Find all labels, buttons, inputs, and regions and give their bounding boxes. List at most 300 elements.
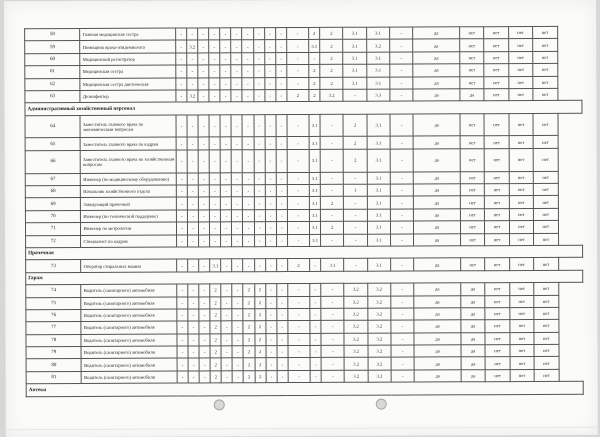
table-cell: - xyxy=(321,333,344,345)
table-cell: нет xyxy=(508,26,532,38)
table-cell: нет xyxy=(533,76,557,88)
table-cell: нет xyxy=(484,76,508,88)
table-cell: нет xyxy=(485,221,509,233)
position-name: Дезинфектор xyxy=(80,90,175,103)
table-cell: - xyxy=(242,40,253,52)
table-cell: 2 xyxy=(344,149,367,172)
table-cell: - xyxy=(209,40,220,52)
table-cell: нет xyxy=(508,64,532,76)
table-cell: - xyxy=(321,308,344,320)
table-cell: нет xyxy=(508,39,532,51)
table-cell: - xyxy=(253,65,264,77)
table-cell: - xyxy=(265,209,276,221)
table-cell: - xyxy=(220,53,231,65)
table-cell: - xyxy=(310,345,321,357)
table-cell: - xyxy=(243,222,254,234)
table-cell: - xyxy=(254,197,265,209)
table-cell: 2 xyxy=(320,64,343,76)
table-cell: - xyxy=(232,346,243,358)
table-cell: 2 xyxy=(210,371,221,383)
table-cell: - xyxy=(287,197,309,209)
table-cell: - xyxy=(277,308,288,320)
table-cell: - xyxy=(310,321,321,333)
table-cell: 3.1 xyxy=(309,172,320,184)
position-name: Специалист по кадрам xyxy=(81,235,176,248)
table-cell: - xyxy=(231,65,242,77)
table-cell: - xyxy=(232,197,243,209)
table-cell: - xyxy=(198,150,209,173)
table-cell: - xyxy=(209,53,220,65)
table-cell: - xyxy=(264,52,275,64)
table-cell: - xyxy=(320,184,343,196)
table-cell: 3.2 xyxy=(366,39,389,51)
table-cell: - xyxy=(265,172,276,184)
table-cell: - xyxy=(253,40,264,52)
table-cell: - xyxy=(277,370,288,382)
table-cell: - xyxy=(276,185,287,197)
table-cell: нет xyxy=(485,369,509,381)
table-cell: нет xyxy=(533,26,557,38)
row-number: 72 xyxy=(26,235,82,248)
table-cell: - xyxy=(209,150,220,173)
table-cell: 2 xyxy=(210,296,221,308)
table-cell: - xyxy=(321,209,344,221)
table-cell: - xyxy=(264,28,275,40)
table-cell: - xyxy=(232,234,243,246)
table-cell: нет xyxy=(484,39,508,51)
table-cell: - xyxy=(277,346,288,358)
table-cell: - xyxy=(176,222,187,234)
table-cell: - xyxy=(209,77,220,89)
table-cell: - xyxy=(220,150,231,173)
table-cell: - xyxy=(221,321,232,333)
table-cell: 2 xyxy=(254,309,265,321)
section-title: Прачечная xyxy=(26,245,583,260)
table-cell: - xyxy=(231,137,242,149)
table-cell: - xyxy=(221,185,232,197)
table-cell: нет xyxy=(534,320,558,332)
table-cell: - xyxy=(276,197,287,209)
row-number: 64 xyxy=(25,115,81,138)
row-number: 73 xyxy=(26,260,82,273)
position-name: Водитель (санитарного) автомобиля xyxy=(81,321,176,334)
table-cell: - xyxy=(310,284,321,296)
table-cell: 3.2 xyxy=(368,370,391,382)
table-cell: нет xyxy=(484,136,508,148)
table-cell: - xyxy=(390,39,413,51)
table-cell: - xyxy=(243,185,254,197)
table-cell: - xyxy=(321,321,344,333)
table-cell: - xyxy=(176,53,187,65)
table-cell: - xyxy=(187,137,198,149)
table-cell: 2 xyxy=(243,309,254,321)
table-cell: - xyxy=(253,28,264,40)
table-cell: - xyxy=(176,150,187,173)
table-cell: - xyxy=(320,114,343,137)
table-cell: нет xyxy=(460,113,485,136)
table-cell: 3.2 xyxy=(367,296,390,308)
table-cell: нет xyxy=(485,320,509,332)
table-cell: - xyxy=(177,358,188,370)
table-cell: 2 xyxy=(254,284,265,296)
table-cell: - xyxy=(243,150,254,173)
table-cell: нет xyxy=(460,39,484,51)
table-cell: нет xyxy=(484,148,509,171)
table-cell: нет xyxy=(533,51,557,63)
table-cell: 3.1 xyxy=(309,209,320,221)
table-cell: - xyxy=(276,65,287,77)
table-cell: нет xyxy=(485,357,509,369)
table-cell: нет xyxy=(534,221,558,233)
table-cell: 3.2 xyxy=(344,308,367,320)
table-cell: - xyxy=(254,209,265,221)
table-cell: да xyxy=(461,308,485,320)
table-cell: 2 xyxy=(309,27,320,39)
table-cell: 3.2 xyxy=(344,345,367,357)
table-cell: - xyxy=(391,308,414,320)
table-cell: 2 xyxy=(254,296,265,308)
table-cell: нет xyxy=(485,233,509,245)
table-cell: нет xyxy=(485,208,509,220)
table-cell: - xyxy=(209,115,220,138)
table-cell: 3.1 xyxy=(367,258,390,270)
table-cell: - xyxy=(265,149,276,172)
table-cell: - xyxy=(243,259,254,271)
table-cell: - xyxy=(187,185,198,197)
table-cell: 3.2 xyxy=(367,283,390,295)
table-cell: 2 xyxy=(309,89,320,101)
table-cell: нет xyxy=(533,196,557,208)
table-cell: - xyxy=(254,259,265,271)
table-row xyxy=(25,113,582,138)
table-cell: - xyxy=(198,77,209,89)
table-cell: - xyxy=(390,136,413,148)
table-cell: да xyxy=(413,149,460,172)
table-cell: 2 xyxy=(254,321,265,333)
table-cell: - xyxy=(265,185,276,197)
table-cell: 3.1 xyxy=(366,27,389,39)
table-cell: - xyxy=(320,149,343,172)
position-name: Помощник врача-эпидемиолога xyxy=(80,40,175,53)
table-cell: 2 xyxy=(210,346,221,358)
table-cell: нет xyxy=(509,233,533,245)
table-cell: - xyxy=(220,115,231,138)
table-cell: нет xyxy=(484,113,509,136)
table-cell: - xyxy=(253,52,264,64)
table-cell: - xyxy=(187,197,198,209)
table-cell: - xyxy=(187,173,198,185)
table-cell: нет xyxy=(484,27,508,39)
table-cell: - xyxy=(199,334,210,346)
table-cell: - xyxy=(321,370,344,382)
row-number: 75 xyxy=(26,297,82,310)
row-number: 69 xyxy=(25,198,81,211)
table-cell: - xyxy=(210,197,221,209)
table-cell: - xyxy=(187,222,198,234)
table-cell: нет xyxy=(509,221,533,233)
table-cell: - xyxy=(232,371,243,383)
table-cell: нет xyxy=(460,149,485,172)
table-cell: 3.2 xyxy=(344,283,367,295)
table-cell: - xyxy=(391,320,414,332)
table-cell: - xyxy=(287,114,309,137)
table-cell: - xyxy=(231,77,242,89)
table-cell: да xyxy=(414,221,461,234)
table-cell: нет xyxy=(510,357,534,369)
table-cell: - xyxy=(277,333,288,345)
table-cell: - xyxy=(176,210,187,222)
table-cell: - xyxy=(276,222,287,234)
row-number: 81 xyxy=(26,371,82,384)
table-cell: - xyxy=(199,371,210,383)
table-cell: 3.2 xyxy=(368,333,391,345)
table-cell: да xyxy=(460,89,484,101)
table-cell: - xyxy=(210,234,221,246)
table-cell: 2 xyxy=(309,65,320,77)
table-cell: - xyxy=(221,259,232,271)
table-cell: 2 xyxy=(320,52,343,64)
table-row xyxy=(25,148,582,173)
table-cell: нет xyxy=(485,307,509,319)
table-cell: нет xyxy=(510,307,534,319)
table-cell: нет xyxy=(509,136,533,148)
table-cell: 2 xyxy=(210,284,221,296)
table-cell: - xyxy=(220,65,231,77)
table-cell: нет xyxy=(509,171,533,183)
table-cell: - xyxy=(187,65,198,77)
table-cell: 3.1 xyxy=(367,234,390,246)
table-cell: 3.1 xyxy=(367,221,390,233)
table-cell: - xyxy=(265,296,276,308)
table-cell: нет xyxy=(509,76,533,88)
table-cell: нет xyxy=(533,88,557,100)
table-cell: да xyxy=(413,89,460,102)
table-cell: 2 xyxy=(320,40,343,52)
section-title: Административный хозяйственный персонал xyxy=(25,101,582,116)
table-cell: 2 xyxy=(287,89,309,101)
table-cell: 3.2 xyxy=(187,40,198,52)
table-cell: - xyxy=(344,197,367,209)
table-cell: да xyxy=(413,114,460,137)
position-name: Оператор стиральных машин xyxy=(81,259,176,272)
table-cell: - xyxy=(266,321,277,333)
position-name: Начальник хозяйственного отдела xyxy=(81,185,176,198)
table-cell: - xyxy=(232,321,243,333)
table-cell: - xyxy=(321,283,344,295)
table-cell: - xyxy=(176,65,187,77)
table-cell: - xyxy=(176,115,187,138)
table-cell: - xyxy=(231,90,242,102)
table-cell: нет xyxy=(533,39,557,51)
table-cell: - xyxy=(232,358,243,370)
position-name: Инженер по метрологии xyxy=(81,222,176,235)
table-cell: - xyxy=(198,137,209,149)
table-cell: 3.1 xyxy=(310,234,321,246)
table-cell: - xyxy=(287,137,309,149)
table-cell: нет xyxy=(485,258,509,270)
table-cell: - xyxy=(321,358,344,370)
table-cell: - xyxy=(288,358,310,370)
table-cell: - xyxy=(198,65,209,77)
workplace-assessment-table xyxy=(24,26,584,397)
table-cell: - xyxy=(391,296,414,308)
table-cell: - xyxy=(264,77,275,89)
table-cell: 3.1 xyxy=(366,52,389,64)
table-cell: - xyxy=(287,52,309,64)
position-name: Водитель (санитарного) автомобиля xyxy=(81,346,176,359)
table-cell: - xyxy=(276,234,287,246)
table-cell: - xyxy=(209,90,220,102)
table-cell: 2 xyxy=(320,197,343,209)
table-cell: да xyxy=(414,258,461,271)
table-cell: нет xyxy=(485,332,509,344)
table-cell: нет xyxy=(509,148,534,171)
table-cell: - xyxy=(188,284,199,296)
table-cell: - xyxy=(176,173,187,185)
table-cell: нет xyxy=(510,345,534,357)
table-cell: - xyxy=(390,196,413,208)
table-cell: - xyxy=(391,370,414,382)
table-cell: 3.1 xyxy=(309,184,320,196)
table-cell: - xyxy=(310,308,321,320)
table-cell: - xyxy=(310,296,321,308)
position-name: Водитель (санитарного) автомобиля xyxy=(81,334,176,347)
table-cell: нет xyxy=(534,344,558,356)
table-cell: нет xyxy=(461,258,485,270)
row-number: 58 xyxy=(25,28,81,41)
table-cell: - xyxy=(287,77,309,89)
position-name: Главная медицинская сестра xyxy=(80,28,175,41)
table-cell: - xyxy=(199,234,210,246)
table-cell: 2 xyxy=(320,27,343,39)
table-cell: да xyxy=(414,209,461,222)
table-cell: - xyxy=(187,28,198,40)
table-cell: - xyxy=(177,346,188,358)
table-cell: - xyxy=(287,234,309,246)
table-cell: нет xyxy=(508,51,532,63)
table-cell: - xyxy=(265,197,276,209)
position-name: Водитель (санитарного) автомобиля xyxy=(81,284,176,297)
table-cell: - xyxy=(275,52,286,64)
table-cell: - xyxy=(254,234,265,246)
table-cell: - xyxy=(391,357,414,369)
table-cell: - xyxy=(390,209,413,221)
table-cell: - xyxy=(242,65,253,77)
table-cell: - xyxy=(390,149,413,172)
table-cell: - xyxy=(177,259,188,271)
table-cell: 3.1 xyxy=(309,40,320,52)
table-cell: 2 xyxy=(344,137,367,149)
table-cell: - xyxy=(243,209,254,221)
table-cell: 2 xyxy=(287,259,309,271)
table-cell: 2 xyxy=(321,221,344,233)
table-cell: - xyxy=(199,296,210,308)
position-name: Инженер (по медицинскому оборудованию) xyxy=(81,173,176,186)
table-cell: - xyxy=(310,333,321,345)
position-name: Заместитель главного врача по хозяйственным вопросам xyxy=(81,150,177,173)
table-cell: - xyxy=(254,172,265,184)
table-cell: - xyxy=(221,172,232,184)
table-cell: - xyxy=(199,222,210,234)
table-cell: да xyxy=(414,233,461,246)
row-number: 70 xyxy=(25,210,81,223)
table-cell: - xyxy=(391,234,414,246)
table-cell: нет xyxy=(485,345,509,357)
table-cell: - xyxy=(276,114,287,137)
table-cell: - xyxy=(243,234,254,246)
table-cell: - xyxy=(231,40,242,52)
table-cell: нет xyxy=(534,233,558,245)
table-cell: нет xyxy=(460,51,484,63)
table-cell: 3.1 xyxy=(367,149,390,172)
table-cell: да xyxy=(414,308,461,321)
table-cell: - xyxy=(242,77,253,89)
table-cell: - xyxy=(287,209,309,221)
table-cell: да xyxy=(461,283,485,295)
table-cell: 2 xyxy=(210,358,221,370)
table-cell: - xyxy=(276,90,287,102)
table-cell: - xyxy=(198,40,209,52)
table-cell: - xyxy=(199,346,210,358)
table-cell: - xyxy=(276,209,287,221)
table-cell: нет xyxy=(534,258,558,270)
table-cell: нет xyxy=(460,196,484,208)
table-cell: - xyxy=(176,28,187,40)
table-cell: 3.1 xyxy=(367,137,390,149)
table-cell: да xyxy=(414,357,461,370)
table-cell: 3.2 xyxy=(345,370,368,382)
table-cell: - xyxy=(177,334,188,346)
table-cell: - xyxy=(254,137,265,149)
table-cell: - xyxy=(265,114,276,137)
table-cell: 2 xyxy=(244,371,255,383)
table-cell: - xyxy=(176,137,187,149)
table-cell: - xyxy=(286,27,308,39)
table-cell: - xyxy=(231,53,242,65)
table-cell: 3.1 xyxy=(367,184,390,196)
table-cell: - xyxy=(288,308,310,320)
table-cell: да xyxy=(461,345,485,357)
table-cell: - xyxy=(198,210,209,222)
table-cell: нет xyxy=(509,283,533,295)
table-cell: - xyxy=(177,309,188,321)
position-name: Медицинская сестра xyxy=(80,65,175,78)
table-cell: нет xyxy=(509,295,533,307)
table-cell: 3.2 xyxy=(368,320,391,332)
table-cell: - xyxy=(310,370,321,382)
table-cell: - xyxy=(188,334,199,346)
table-cell: - xyxy=(232,333,243,345)
table-cell: - xyxy=(177,321,188,333)
table-cell: - xyxy=(391,345,414,357)
table-cell: - xyxy=(242,28,253,40)
table-cell: - xyxy=(188,346,199,358)
table-cell: - xyxy=(390,184,413,196)
table-cell: - xyxy=(276,284,287,296)
row-number: 65 xyxy=(25,138,81,151)
table-cell: 3.1 xyxy=(367,196,390,208)
table-cell: 3.1 xyxy=(309,149,320,172)
table-cell: нет xyxy=(534,357,558,369)
table-cell: нет xyxy=(534,369,558,381)
table-cell: - xyxy=(188,321,199,333)
table-cell: - xyxy=(199,358,210,370)
position-name: Медицинская сестра диетическая xyxy=(80,78,175,91)
table-cell: нет xyxy=(509,113,534,136)
table-cell: - xyxy=(232,185,243,197)
table-cell: - xyxy=(288,370,310,382)
table-cell: нет xyxy=(485,171,509,183)
